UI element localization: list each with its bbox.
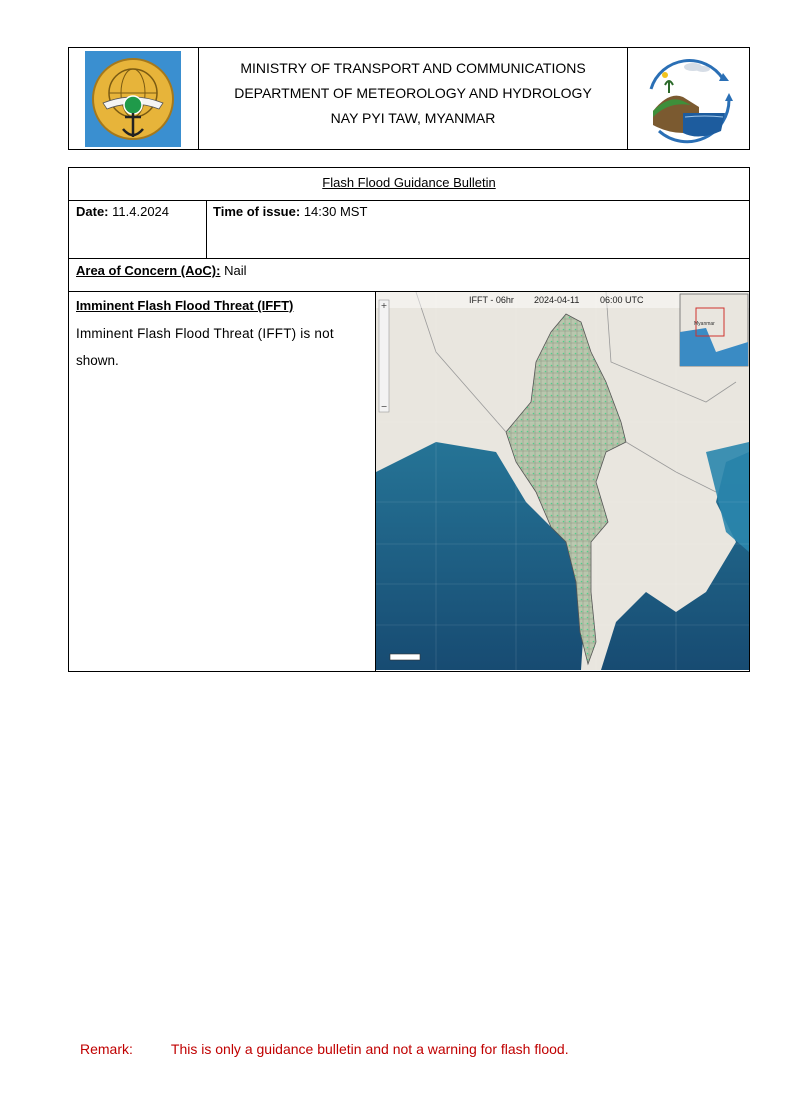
letterhead <box>68 47 750 150</box>
aoc-value: Nail <box>224 263 247 278</box>
time-of-issue-cell <box>213 204 367 220</box>
map-date-label: 2024-04-11 <box>534 295 580 305</box>
date-cell <box>76 204 169 220</box>
time-label: Time of issue: <box>213 204 301 219</box>
ifft-heading: Imminent Flash Flood Threat (IFFT) <box>76 298 294 313</box>
hydrological-cycle-logo-icon <box>639 51 737 147</box>
letterhead-title <box>198 48 628 149</box>
aoc-label: Area of Concern (AoC): <box>76 263 221 278</box>
inset-map-label: Myanmar <box>694 321 715 327</box>
svg-text:−: − <box>380 402 388 411</box>
remark <box>80 1041 569 1057</box>
bulletin-title: Flash Flood Guidance Bulletin <box>322 175 496 190</box>
ifft-text-line1: Imminent Flash Flood Threat (IFFT) is not <box>76 326 334 341</box>
remark-label: Remark: <box>80 1041 133 1057</box>
date-label: Date: <box>76 204 109 219</box>
row-divider <box>69 258 749 259</box>
ministry-name: MINISTRY OF TRANSPORT AND COMMUNICATIONS <box>240 60 586 76</box>
left-logo-cell <box>69 48 199 149</box>
right-logo-cell <box>627 48 749 149</box>
area-of-concern-cell <box>76 263 246 279</box>
remark-text: This is only a guidance bulletin and not a warning for flash flood. <box>170 1041 569 1057</box>
time-value: 14:30 MST <box>303 204 368 219</box>
svg-text:+: + <box>380 301 388 310</box>
row-divider <box>69 200 749 201</box>
column-divider <box>206 200 207 258</box>
ifft-map[interactable] <box>376 292 749 670</box>
location: NAY PYI TAW, MYANMAR <box>330 110 496 126</box>
date-value: 11.4.2024 <box>112 204 170 219</box>
map-product-label: IFFT - 06hr <box>469 295 514 305</box>
map-time-label: 06:00 UTC <box>600 295 644 305</box>
bulletin-table <box>68 167 750 672</box>
ifft-text-line2: shown. <box>76 353 119 368</box>
department-name: DEPARTMENT OF METEOROLOGY AND HYDROLOGY <box>234 85 592 101</box>
ifft-map-canvas <box>376 292 749 670</box>
ministry-emblem-icon <box>85 51 181 147</box>
